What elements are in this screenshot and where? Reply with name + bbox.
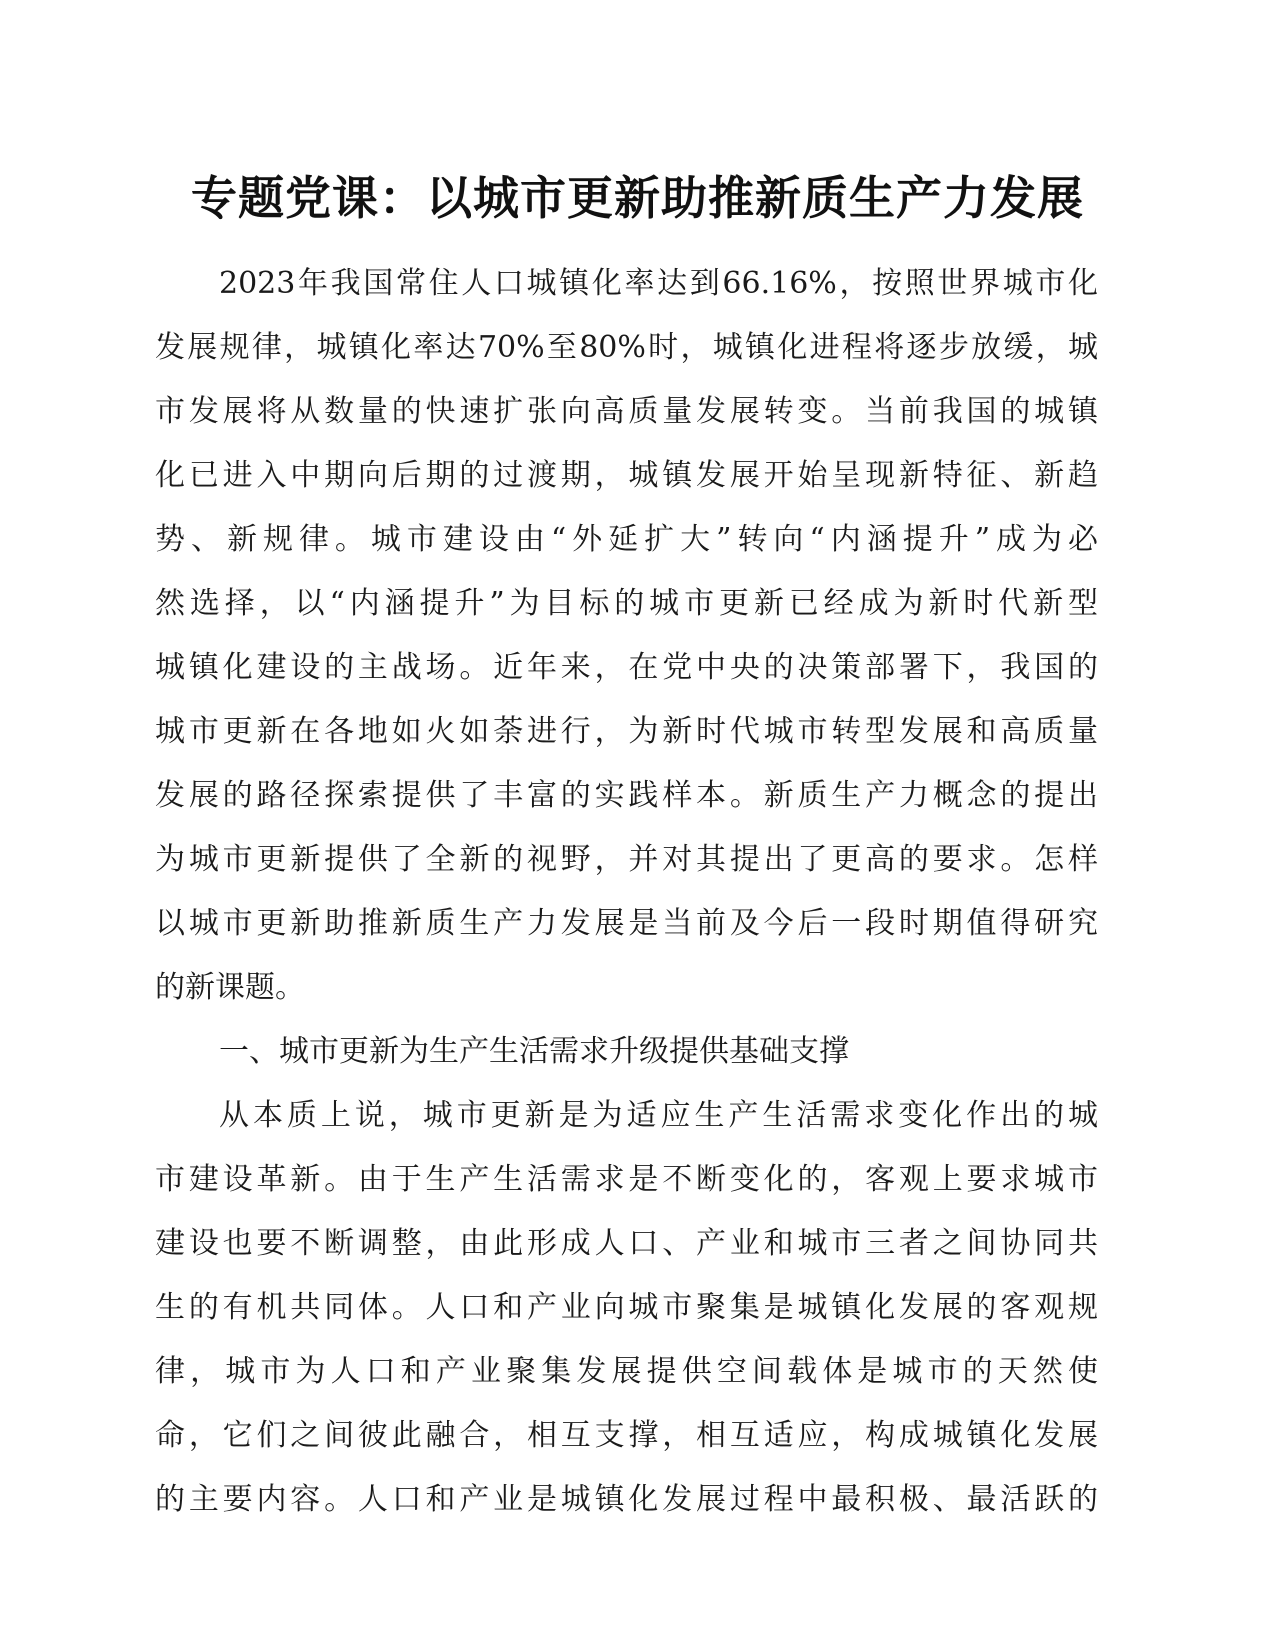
intro-line: 以城市更新助推新质生产力发展是当前及今后一段时期值得研究 bbox=[155, 906, 1098, 941]
intro-line: 发展规律，城镇化率达70%至80%时，城镇化进程将逐步放缓，城 bbox=[155, 330, 1098, 365]
section-line: 律，城市为人口和产业聚集发展提供空间载体是城市的天然使 bbox=[155, 1354, 1098, 1389]
section-heading: 一、城市更新为生产生活需求升级提供基础支撑 bbox=[219, 1034, 849, 1069]
intro-line: 化已进入中期向后期的过渡期，城镇发展开始呈现新特征、新趋 bbox=[155, 458, 1098, 493]
section-line: 的主要内容。人口和产业是城镇化发展过程中最积极、最活跃的 bbox=[155, 1482, 1098, 1517]
section-line: 生的有机共同体。人口和产业向城市聚集是城镇化发展的客观规 bbox=[155, 1290, 1098, 1325]
intro-line: 势、新规律。城市建设由“外延扩大”转向“内涵提升”成为必 bbox=[155, 522, 1098, 557]
document-body bbox=[155, 252, 1098, 1532]
section-line: 建设也要不断调整，由此形成人口、产业和城市三者之间协同共 bbox=[155, 1226, 1098, 1261]
intro-line: 城镇化建设的主战场。近年来，在党中央的决策部署下，我国的 bbox=[155, 650, 1098, 685]
intro-line: 2023年我国常住人口城镇化率达到66.16%，按照世界城市化 bbox=[219, 266, 1098, 301]
intro-line: 市发展将从数量的快速扩张向高质量发展转变。当前我国的城镇 bbox=[155, 394, 1098, 429]
section-line: 从本质上说，城市更新是为适应生产生活需求变化作出的城 bbox=[219, 1098, 1098, 1133]
document-title: 专题党课：以城市更新助推新质生产力发展 bbox=[191, 171, 1084, 225]
intro-line: 的新课题。 bbox=[155, 970, 305, 1005]
intro-line: 城市更新在各地如火如荼进行，为新时代城市转型发展和高质量 bbox=[155, 714, 1098, 749]
section-line: 市建设革新。由于生产生活需求是不断变化的，客观上要求城市 bbox=[155, 1162, 1098, 1197]
intro-line: 发展的路径探索提供了丰富的实践样本。新质生产力概念的提出 bbox=[155, 778, 1098, 813]
intro-line: 为城市更新提供了全新的视野，并对其提出了更高的要求。怎样 bbox=[155, 842, 1098, 877]
section-line: 命，它们之间彼此融合，相互支撑，相互适应，构成城镇化发展 bbox=[155, 1418, 1098, 1453]
intro-line: 然选择，以“内涵提升”为目标的城市更新已经成为新时代新型 bbox=[155, 586, 1098, 621]
